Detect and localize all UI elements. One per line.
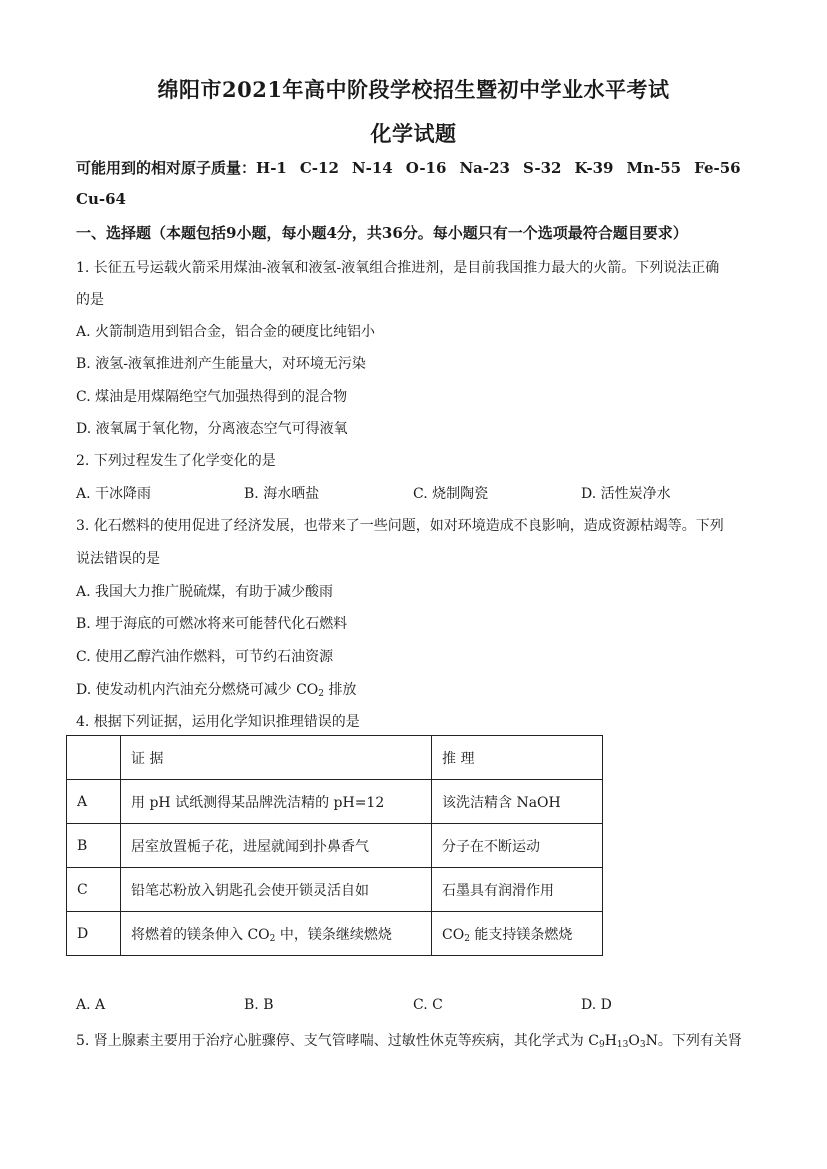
mass-item: N-14 <box>351 159 393 177</box>
mass-item: H-1 <box>256 159 287 177</box>
q4-option-a: A. A <box>76 997 106 1013</box>
atomic-masses-label: 可能用到的相对原子质量： <box>76 159 257 177</box>
evidence-table <box>66 735 603 956</box>
q2-option-a: A. 干冰降雨 <box>76 486 152 502</box>
table-row <box>67 780 603 824</box>
q2-stem: 2. 下列过程发生了化学变化的是 <box>76 453 276 469</box>
atomic-masses-last: Cu-64 <box>76 190 126 208</box>
q2-option-b: B. 海水晒盐 <box>244 486 320 502</box>
exam-subtitle: 化学试题 <box>370 121 457 146</box>
table-row <box>67 868 603 912</box>
q4-options <box>76 997 776 1017</box>
row-label: B <box>67 824 121 868</box>
row-label: C <box>67 868 121 912</box>
row-reasoning: 该洗洁精含 NaOH <box>432 780 603 824</box>
table-header-reasoning: 推 理 <box>432 736 603 780</box>
q2-option-c: C. 烧制陶瓷 <box>413 486 489 502</box>
q4-option-c: C. C <box>413 997 443 1013</box>
q1-stem: 1. 长征五号运载火箭采用煤油-液氧和液氢-液氧组合推进剂，是目前我国推力最大的火箭。下列说法正确 <box>76 260 720 276</box>
q4-stem: 4. 根据下列证据，运用化学知识推理错误的是 <box>76 714 360 730</box>
q1-stem-cont: 的是 <box>76 292 104 308</box>
q4-option-d: D. D <box>581 997 612 1013</box>
table-cell <box>67 736 121 780</box>
q3-stem-cont: 说法错误的是 <box>76 551 160 567</box>
mass-item: C-12 <box>299 159 339 177</box>
row-reasoning: 石墨具有润滑作用 <box>432 868 603 912</box>
row-evidence: 用 pH 试纸测得某品牌洗洁精的 pH=12 <box>121 780 432 824</box>
q3-option-b: B. 埋于海底的可燃冰将来可能替代化石燃料 <box>76 616 348 632</box>
exam-title: 绵阳市2021年高中阶段学校招生暨初中学业水平考试 <box>157 77 670 102</box>
q1-option-b: B. 液氢-液氧推进剂产生能量大，对环境无污染 <box>76 356 366 372</box>
q3-stem: 3. 化石燃料的使用促进了经济发展，也带来了一些问题，如对环境造成不良影响，造成资源枯竭等。下列 <box>76 518 724 534</box>
mass-item: Fe-56 <box>694 159 741 177</box>
mass-item: Na-23 <box>459 159 510 177</box>
row-label: A <box>67 780 121 824</box>
q3-option-d: D. 使发动机内汽油充分燃烧可减少 $CO_2$ 排放 <box>76 682 357 699</box>
mass-item: K-39 <box>574 159 614 177</box>
row-reasoning: $CO_2$ 能支持镁条燃烧 <box>432 912 603 956</box>
table-row <box>67 912 603 956</box>
row-reasoning: 分子在不断运动 <box>432 824 603 868</box>
row-label: D <box>67 912 121 956</box>
q2-options <box>76 483 776 503</box>
q1-option-d: D. 液氧属于氧化物，分离液态空气可得液氧 <box>76 421 348 437</box>
row-evidence: 将燃着的镁条伸入 $CO_2$ 中，镁条继续燃烧 <box>121 912 432 956</box>
row-evidence: 铅笔芯粉放入钥匙孔会使开锁灵活自如 <box>121 868 432 912</box>
table-row <box>67 824 603 868</box>
table-header-evidence: 证 据 <box>121 736 432 780</box>
section-header: 一、选择题（本题包括9小题，每小题4分，共36分。每小题只有一个选项最符合题目要求） <box>76 224 688 242</box>
q4-option-b: B. B <box>244 997 274 1013</box>
q1-option-a: A. 火箭制造用到铝合金，铝合金的硬度比纯铝小 <box>76 324 376 340</box>
q5-stem: 5. 肾上腺素主要用于治疗心脏骤停、支气管哮喘、过敏性休克等疾病，其化学式为 $C_9H_{13}O_3N$。下列有关肾 <box>76 1033 742 1050</box>
q1-option-c: C. 煤油是用煤隔绝空气加强热得到的混合物 <box>76 389 348 405</box>
q3-option-c: C. 使用乙醇汽油作燃料，可节约石油资源 <box>76 649 334 665</box>
mass-item: Mn-55 <box>626 159 682 177</box>
mass-item: O-16 <box>405 159 447 177</box>
q2-option-d: D. 活性炭净水 <box>581 486 671 502</box>
atomic-masses <box>76 157 754 178</box>
mass-item: S-32 <box>522 159 562 177</box>
table-header-row <box>67 736 603 780</box>
q3-option-a: A. 我国大力推广脱硫煤，有助于减少酸雨 <box>76 584 334 600</box>
row-evidence: 居室放置栀子花，进屋就闻到扑鼻香气 <box>121 824 432 868</box>
